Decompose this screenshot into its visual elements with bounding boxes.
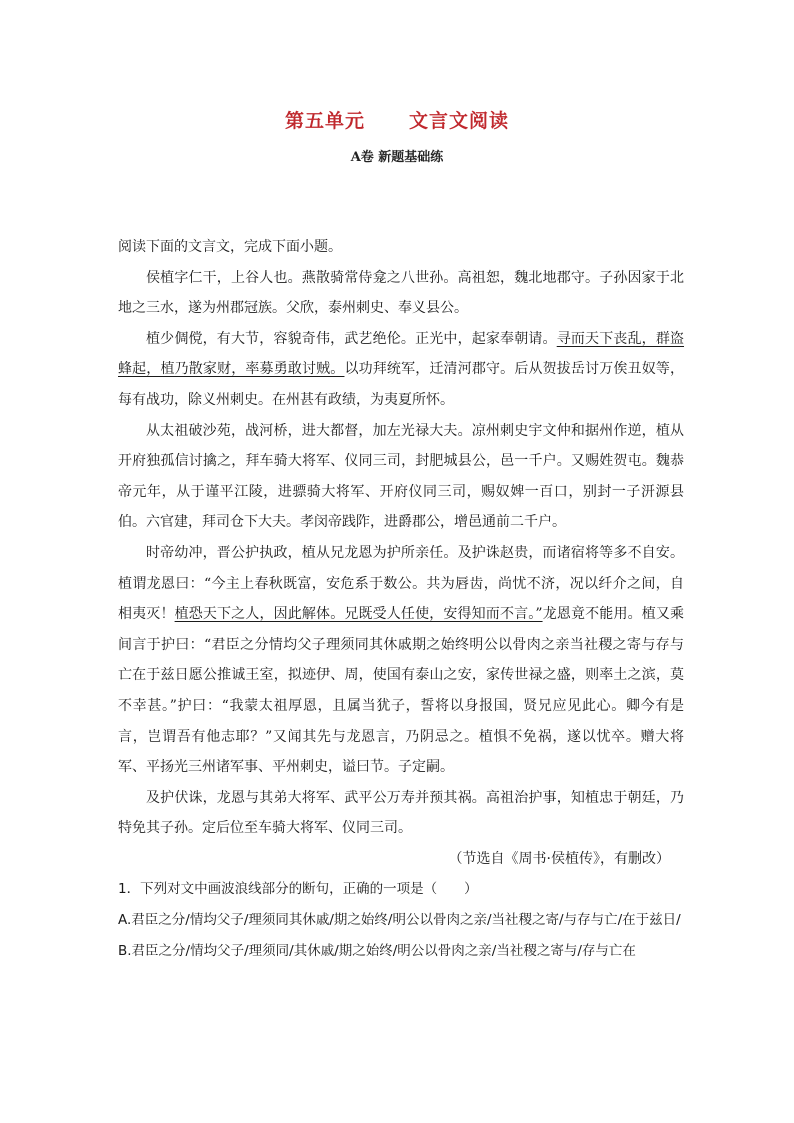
unit-title-number: 第五单元	[284, 110, 365, 132]
instruction-text: 阅读下面的文言文，完成下面小题。	[118, 239, 342, 255]
source-citation: （节选自《周书·侯植传》，有删改）	[448, 850, 670, 867]
option-b: B.君臣之分/情均父子/理须同/其休戚/期之始终/明公以骨肉之亲/当社稷之寄与/存与亡在	[118, 942, 636, 959]
paragraph-5: 及护伏诛，龙恩与其弟大将军、武平公万寿并预其祸。高祖治护事，知植忠于朝廷，乃特免其子孙。定后位至车骑大将军、仪同三司。	[118, 789, 684, 837]
underlined-sentence-1: 寻而天下丧乱，群盗蜂起，植乃散家财，率募勇敢讨贼。	[118, 330, 685, 378]
paragraph-2-part-a: 植少倜傥，有大节，容貌奇伟，武艺绝伦。正光中，起家奉朝请。	[146, 330, 557, 347]
paragraph-1: 侯植字仁干，上谷人也。燕散骑常侍龛之八世孙。高祖恕，魏北地郡守。子孙因家于北地之三水，遂为州郡冠族。父欣，泰州刺史、奉义县公。	[118, 269, 684, 317]
paragraph-4-part-a: 时帝幼冲，晋公护执政，植从兄龙恩为护所亲任。及护诛赵贵，而诸宿将等多不自安。植谓龙恩曰：“今主上春秋既富，安危系于数公。共为唇齿，尚忧不济，况以纤介之间，自相夷灭！	[118, 544, 684, 623]
underlined-sentence-2: 植恐天下之人，因此解体。兄既受人任使，安得知而不言。”	[174, 606, 543, 623]
section-subtitle: A卷 新题基础练	[350, 150, 444, 165]
unit-title-topic: 文言文阅读	[409, 110, 510, 132]
unit-title	[0, 106, 794, 133]
paragraph-4-part-b: 龙恩竟不能用。植又乘间言于护曰：“君臣之分情均父子理须同其休戚期之始终明公以骨肉之亲当社稷之寄与存与亡在于兹日愿公推诚王室，拟迹伊、周，使国有泰山之安，家传世禄之盛，则率土之滨，莫不幸甚。”护曰：“我蒙太祖厚恩，且属当犹子，誓将以身报国，贤兄应见此心。卿今有是言，岂谓吾有他志耶？”又闻其先与龙恩言，乃阴忌之。植惧不免祸，遂以忧卒。赠大将军、平扬光三州诸军事、平州刺史，谥曰节。子定嗣。	[118, 606, 685, 776]
paragraph-2-part-b: 以功拜统军，迁清河郡守。后从贺拔岳讨万俟丑奴等，每有战功，除义州刺史。在州甚有政绩，为夷夏所怀。	[118, 361, 685, 408]
passage-body	[118, 232, 684, 966]
paragraph-2	[118, 324, 684, 416]
option-a: A.君臣之分/情均父子/理须同其休戚/期之始终/明公以骨肉之亲/当社稷之寄/与存与亡/在于兹日/	[118, 912, 681, 929]
paragraph-3: 从太祖破沙苑，战河桥，进大都督，加左光禄大夫。凉州刺史宇文仲和据州作逆，植从开府独孤信讨擒之，拜车骑大将军、仪同三司，封肥城县公，邑一千户。又赐姓贺屯。魏恭帝元年，从于谨平江陵，进骠骑大将军、开府仪同三司，赐奴婢一百口，别封一子汧源县伯。六官建，拜司仓下大夫。孝闵帝践阼，进爵郡公，增邑通前二千户。	[118, 422, 684, 531]
paragraph-4	[118, 538, 684, 783]
question-stem: 1．下列对文中画波浪线部分的断句，正确的一项是（ ）	[118, 881, 478, 898]
